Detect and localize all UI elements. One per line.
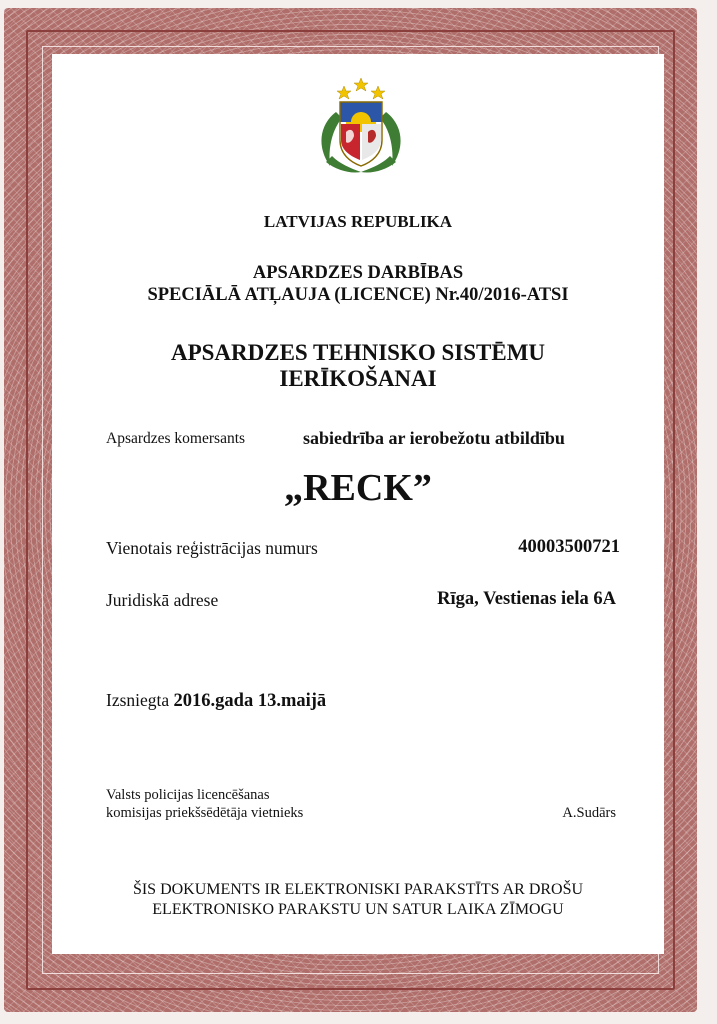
merchant-label: Apsardzes komersants xyxy=(106,430,246,447)
issued-line xyxy=(106,690,326,712)
registration-value: 40003500721 xyxy=(518,537,620,557)
merchant-type: sabiedrība ar ierobežotu atbildību xyxy=(303,428,565,448)
e-signature-notice xyxy=(52,880,664,916)
license-purpose xyxy=(52,340,664,392)
license-title xyxy=(52,262,664,306)
e-signature-line1: ŠIS DOKUMENTS IR ELEKTRONISKI PARAKSTĪTS AR DROŠU xyxy=(132,881,584,898)
license-purpose-line2: IERĪKOŠANAI xyxy=(279,366,437,391)
address-label: Juridiskā adrese xyxy=(106,590,219,610)
address-value: Rīga, Vestienas iela 6A xyxy=(437,589,616,609)
signatory-line2: komisijas priekšsēdētāja vietnieks xyxy=(106,805,304,821)
merchant-name: „RECK” xyxy=(284,467,432,509)
license-title-line1: APSARDZES DARBĪBAS xyxy=(252,263,464,283)
signatory-name: A.Sudārs xyxy=(562,805,616,821)
country-heading: LATVIJAS REPUBLIKA xyxy=(263,212,453,231)
issued-label: Izsniegta xyxy=(106,690,170,710)
e-signature-line2: ELEKTRONISKO PARAKSTU UN SATUR LAIKA ZĪMOGU xyxy=(152,901,564,916)
registration-label: Vienotais reģistrācijas numurs xyxy=(106,538,318,558)
license-title-line2: SPECIĀLĀ ATĻAUJA (LICENCE) Nr.40/2016-ATSI xyxy=(147,285,569,305)
signatory-title xyxy=(106,786,303,822)
issued-date: 2016.gada 13.maijā xyxy=(173,691,327,711)
latvia-coat-of-arms-icon xyxy=(306,72,416,180)
signatory-line1: Valsts policijas licencēšanas xyxy=(106,787,270,803)
license-purpose-line1: APSARDZES TEHNISKO SISTĒMU xyxy=(170,340,546,365)
